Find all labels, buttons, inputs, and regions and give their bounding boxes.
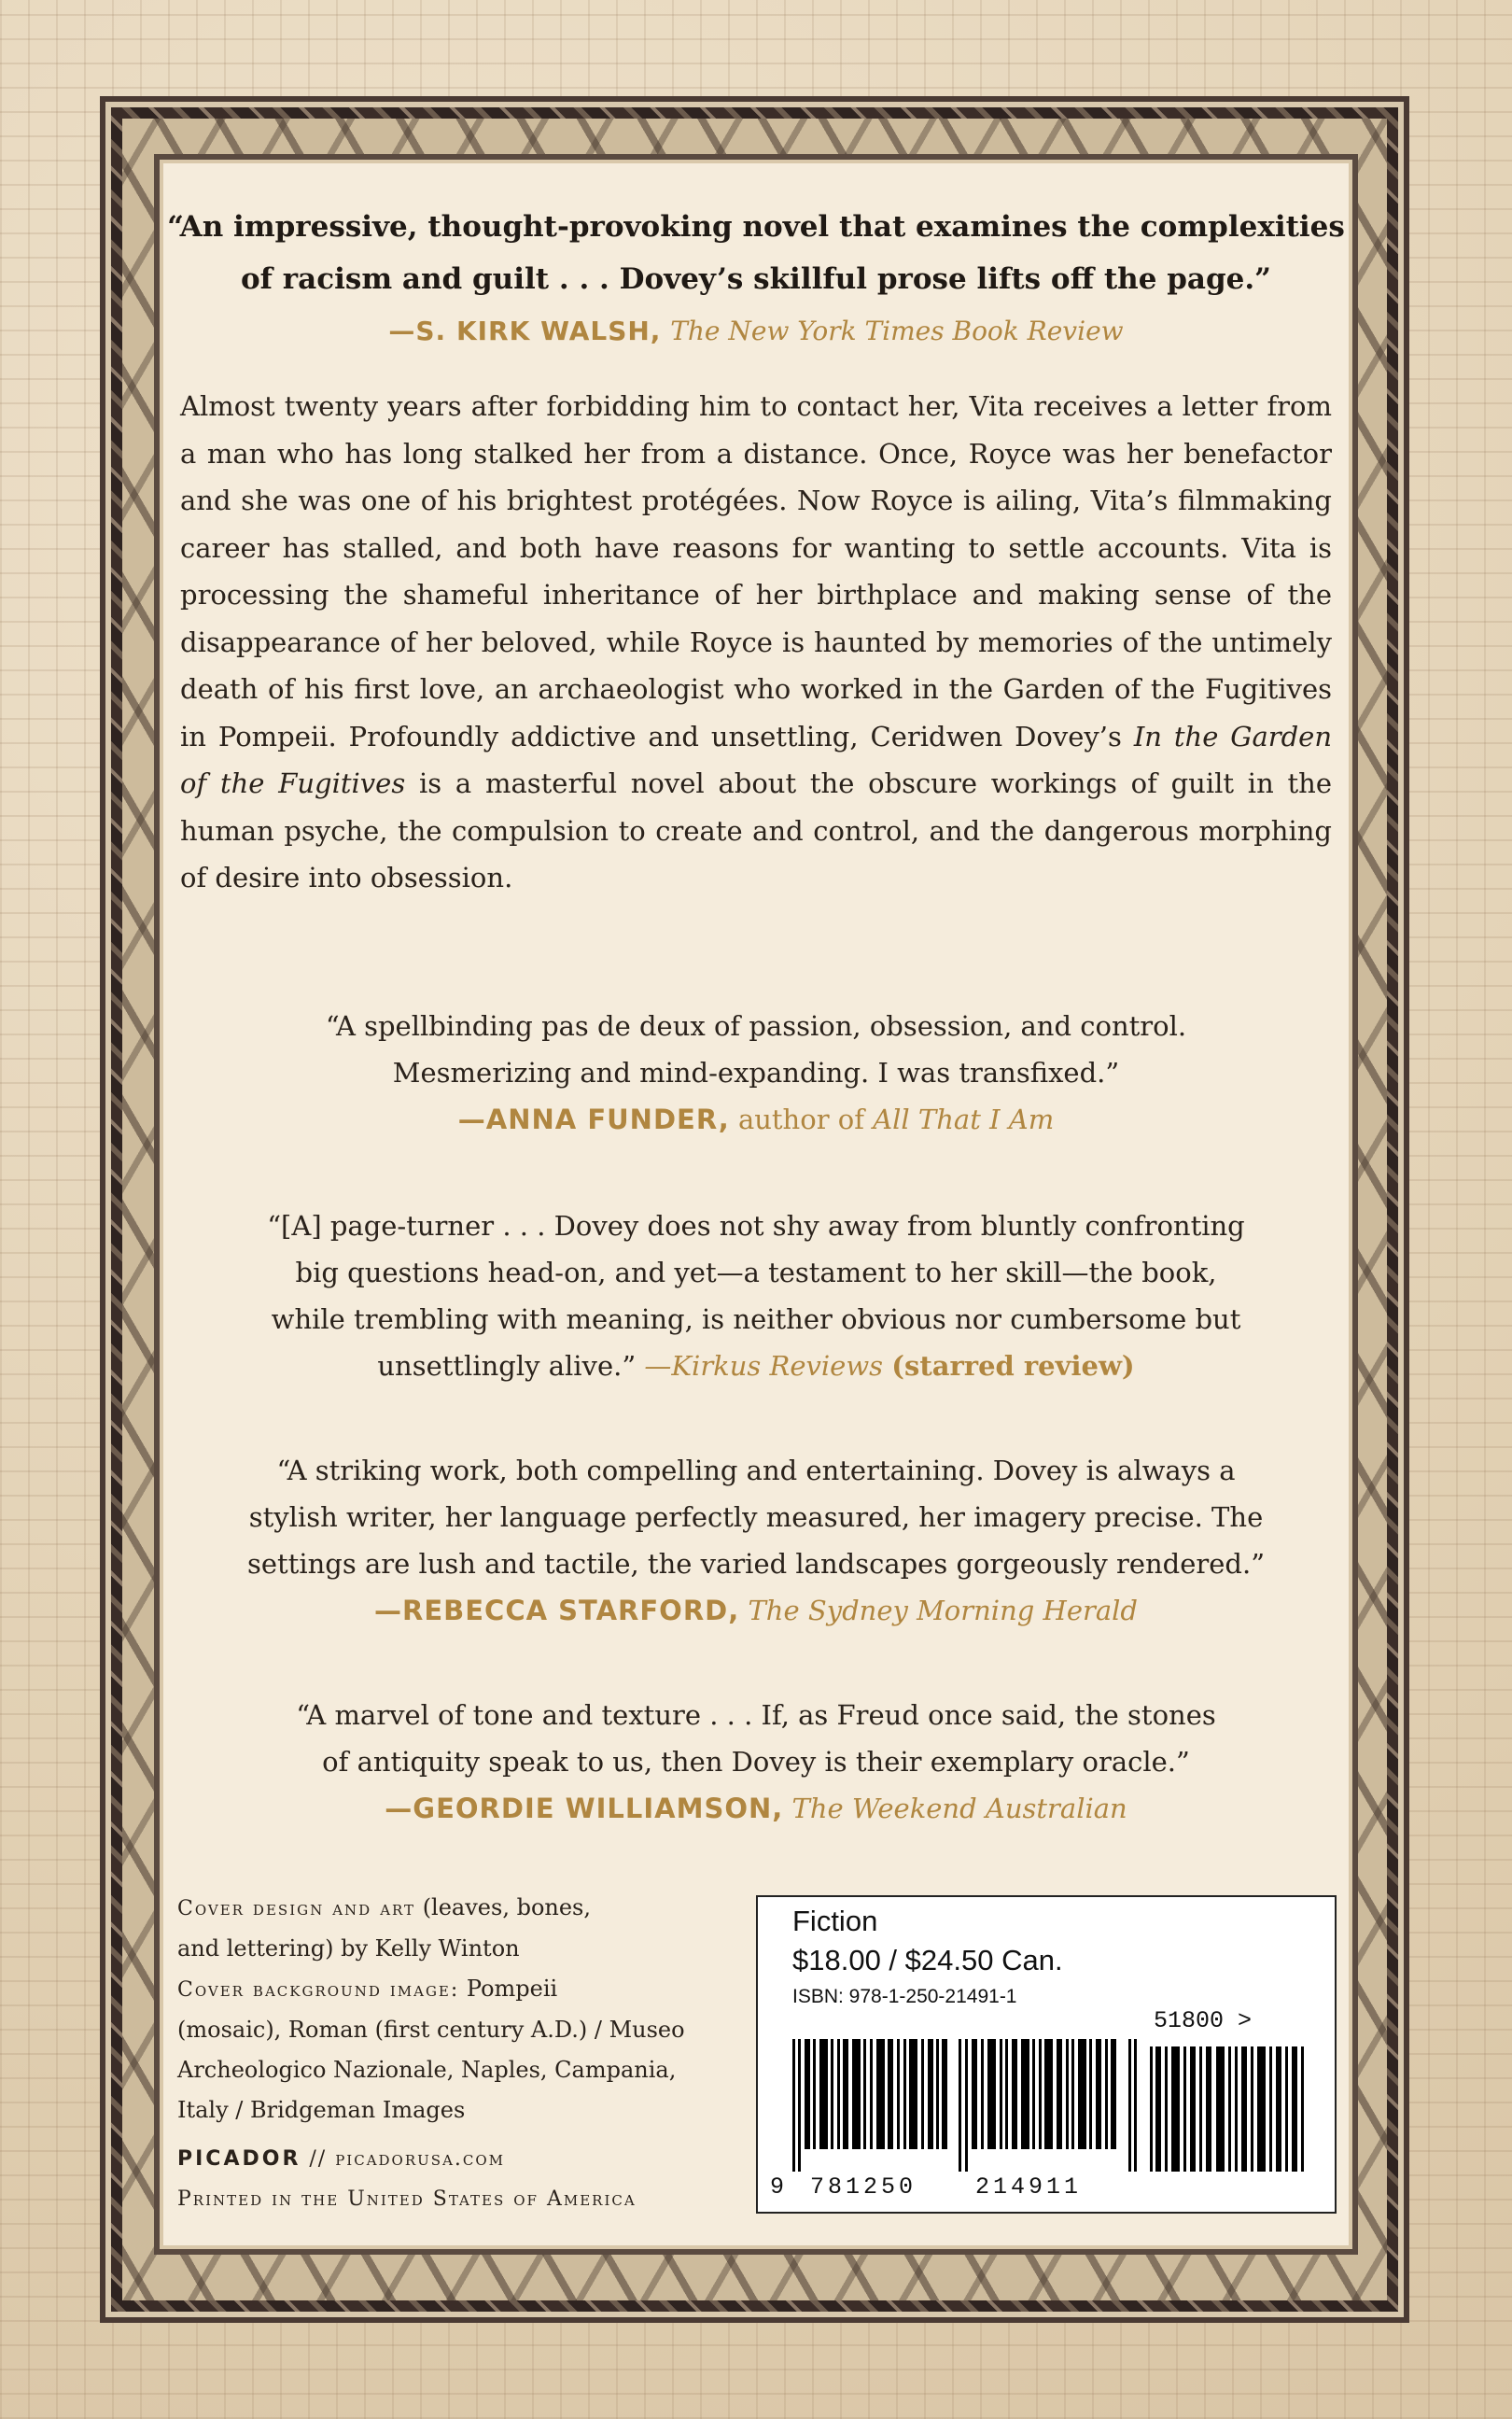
publisher-website: // picadorusa.com — [301, 2147, 506, 2171]
williamson-line-1: “A marvel of tone and texture . . . If, as Freud once said, the stones — [296, 1699, 1216, 1731]
description-text-2: is a masterful novel about the obscure workings of guilt in the human psyche, the compulsion to create and control, and the dangerous morphing of desire into obsession. — [180, 767, 1332, 893]
back-cover-panel — [163, 163, 1349, 2245]
attribution-source: —Kirkus Reviews — [644, 1350, 884, 1382]
williamson-line-2: of antiquity speak to us, then Dovey is their exemplary oracle.” — [322, 1746, 1190, 1778]
barcode-isbn: ISBN: 978-1-250-21491-1 — [792, 1986, 1017, 2007]
starford-line-2: stylish writer, her language perfectly measured, her imagery precise. The — [248, 1501, 1264, 1533]
review-quote-funder — [163, 1003, 1349, 1143]
starford-line-1: “A striking work, both compelling and entertaining. Dovey is always a — [276, 1455, 1236, 1486]
printed-in: Printed in the United States of America — [177, 2187, 637, 2211]
cover-credits — [177, 1888, 775, 2219]
attribution-mid: author of — [737, 1104, 864, 1135]
credit-bg-line-1 — [177, 1969, 775, 2010]
funder-attribution — [163, 1096, 1349, 1143]
top-review-quote — [163, 201, 1349, 358]
starford-attribution — [163, 1587, 1349, 1634]
credit-bg-line-3: Archeologico Nazionale, Naples, Campania, — [177, 2057, 677, 2083]
book-description — [180, 383, 1332, 902]
attribution-name: —S. KIRK WALSH, — [388, 316, 662, 346]
barcode-price-code: 51800 > — [1154, 2007, 1253, 2034]
barcode-sticker — [756, 1895, 1337, 2214]
description-book-title: In the Garden of the Fugitives — [180, 720, 1332, 799]
kirkus-line-4 — [163, 1343, 1349, 1389]
attribution-source: The New York Times Book Review — [670, 316, 1124, 346]
attribution-source: The Sydney Morning Herald — [748, 1595, 1138, 1626]
attribution-name: —GEORDIE WILLIAMSON, — [385, 1793, 784, 1824]
attribution-name: —REBECCA STARFORD, — [374, 1595, 740, 1626]
credit-design-text: (leaves, bones, — [415, 1894, 591, 1920]
starford-line-3: settings are lush and tactile, the varied landscapes gorgeously rendered.” — [246, 1548, 1266, 1580]
top-quote-attribution — [163, 305, 1349, 358]
kirkus-line-1: “[A] page-turner . . . Dovey does not shy away from bluntly confronting — [267, 1210, 1245, 1242]
top-quote-line-2: of racism and guilt . . . Dovey’s skillful prose lifts off the page.” — [240, 262, 1271, 296]
review-quote-williamson — [163, 1692, 1349, 1832]
barcode-category: Fiction — [792, 1905, 878, 1937]
kirkus-line-4-text: unsettlingly alive.” — [377, 1350, 637, 1382]
credit-bg-text: Pompeii — [459, 1976, 558, 2002]
description-text-1: Almost twenty years after forbidding him to contact her, Vita receives a letter from a man who has long stalked her from a distance. Once, Royce was her benefactor and she was one of his brightest protégées. Now Royce is ailing, Vita’s filmmaking career has stalled, and both have reasons for wanting to settle accounts. Vita is processing the shameful inheritance of her birthplace and making sense of the disappearance of her beloved, while Royce is haunted by memories of the untimely death of his first love, an archaeologist who worked in the Garden of the Fugitives in Pompeii. Profoundly addictive and unsettling, Ceridwen Dovey’s — [180, 390, 1332, 752]
credit-bg-line-4: Italy / Bridgeman Images — [177, 2097, 466, 2123]
review-quote-starford — [163, 1447, 1349, 1634]
kirkus-line-3: while trembling with meaning, is neither obvious nor cumbersome but — [271, 1303, 1241, 1335]
credit-design-label: Cover design and art — [177, 1897, 416, 1920]
funder-line-2: Mesmerizing and mind-expanding. I was transfixed.” — [392, 1057, 1120, 1089]
attribution-source: All That I Am — [873, 1104, 1055, 1135]
kirkus-line-2: big questions head-on, and yet—a testament to her skill—the book, — [295, 1257, 1217, 1288]
credit-bg-label: Cover background image: — [177, 1978, 460, 2002]
barcode-price: $18.00 / $24.50 Can. — [792, 1944, 1063, 1976]
price-barcode-bars — [1150, 2046, 1309, 2172]
barcode-digit-first: 9 — [770, 2173, 785, 2201]
barcode-digits-right: 214911 — [975, 2173, 1083, 2201]
top-quote-line-1: “An impressive, thought-provoking novel that examines the complexities — [167, 210, 1345, 244]
publisher-line — [177, 2138, 775, 2179]
funder-line-1: “A spellbinding pas de deux of passion, obsession, and control. — [325, 1010, 1187, 1042]
barcode-digits-left: 781250 — [810, 2173, 917, 2201]
isbn-barcode-bars — [792, 2039, 1143, 2172]
attribution-source: The Weekend Australian — [791, 1793, 1127, 1824]
credit-design-line-1 — [177, 1888, 775, 1929]
attribution-name: —ANNA FUNDER, — [457, 1104, 730, 1135]
credit-bg-line-2: (mosaic), Roman (first century A.D.) / Museo — [177, 2017, 685, 2043]
credit-design-line-2: and lettering) by Kelly Winton — [177, 1935, 520, 1962]
publisher-logo: PICADOR — [177, 2147, 301, 2171]
review-quote-kirkus — [163, 1202, 1349, 1389]
attribution-note: (starred review) — [891, 1350, 1135, 1382]
williamson-attribution — [163, 1785, 1349, 1832]
